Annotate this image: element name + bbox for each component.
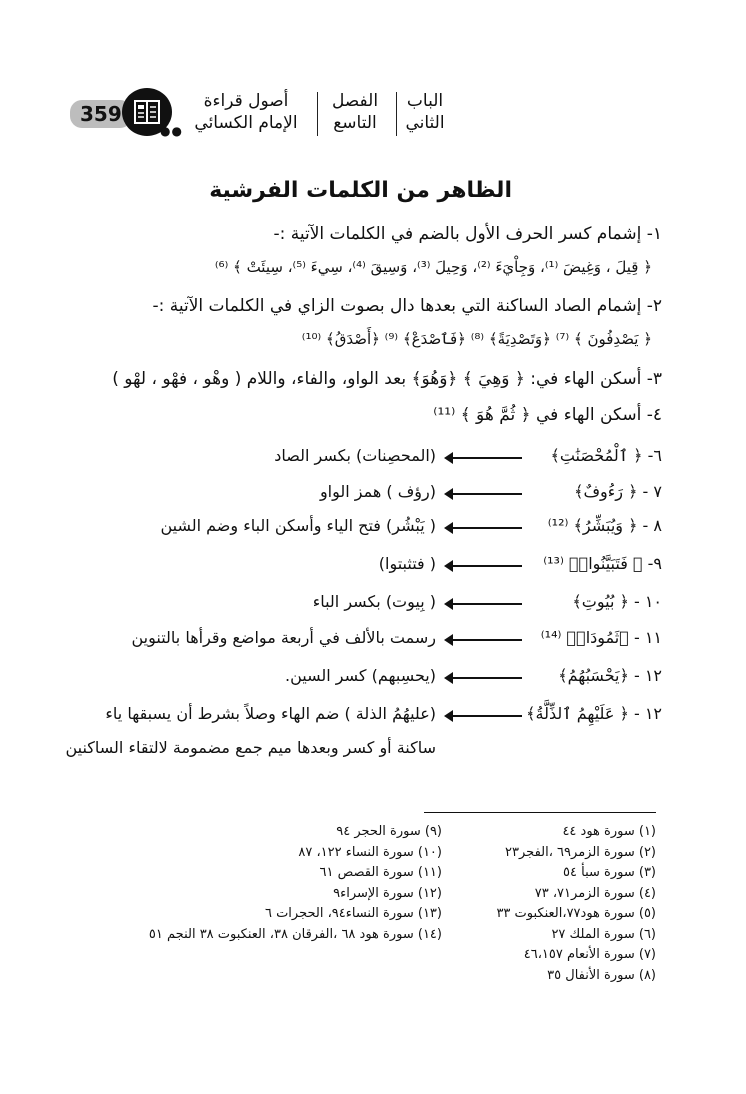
row-continuation: ساكنة أو كسر وبعدها ميم جمع مضمومة لالتقاء الساكنين [65,738,436,757]
item-1: ١- إشمام كسر الحرف الأول بالضم في الكلمات الآتية :- [273,224,662,244]
chapter-value: الثاني [405,113,445,133]
arrow-icon [452,565,522,567]
row-word: ٨ - ﴿ وَيُبَشِّرُ﴾ ⁽¹²⁾ [547,516,662,535]
footnote: (٥) سورة هود٧٧،العنكبوت ٣٣ [496,906,656,921]
item-2-words: ﴿ يَصْدِفُونَ ﴾ ⁽⁷⁾ ﴿وَتَصْدِيَةً﴾ ⁽⁸⁾ ﴿فَٱصْدَعْ﴾ ⁽⁹⁾ ﴿أَصْدَقُ﴾ ⁽¹⁰⁾ [301,330,652,348]
footnote: (٦) سورة الملك ٢٧ [551,926,656,942]
row-result: (رؤف ) همز الواو [319,482,436,501]
section-value: التاسع [333,113,377,133]
row-word: ١١ - ﴿ثَمُودَا۟﴾ ⁽¹⁴⁾ [540,628,662,647]
row-word: ٦- ﴿ ٱلْمُحْصَنَٰتِ﴾ [550,446,662,465]
footnote: (٣) سورة سبأ ٥٤ [563,865,656,880]
arrow-icon [452,457,522,459]
footnote: (١٤) سورة هود ٦٨ ،الفرقان ٣٨، العنكبوت ٣٨ النجم ٥١ [148,926,442,942]
footnotes-left [150,822,442,945]
header-divider [396,92,397,136]
footnotes-right [440,822,656,986]
arrow-icon [452,715,522,717]
row-result: رسمت بالألف في أربعة مواضع وقرأها بالتنوين [131,628,436,647]
row-word: ١٠ - ﴿ بُيُوتِ﴾ [572,592,662,611]
row-word: ١٢ - ﴿يَحْسَبُهُمُ﴾ [558,666,662,685]
item-3: ٣- أسكن الهاء في: ﴿ وَهِيَ ﴾ ﴿وَهُوَ﴾ بعد الواو، والفاء، واللام ( وهْو ، فهْو ، لهْو ) [112,369,662,389]
footnote: (٨) سورة الأنفال ٣٥ [547,967,656,983]
footnote: (١٠) سورة النساء ١٢٢، ٨٧ [298,844,442,860]
row-result: (عليهُمُ الذلة ) ضم الهاء وصلاً بشرط أن يسبقها ياء [105,704,436,723]
footnote-separator [424,812,656,813]
footnote: (١) سورة هود ٤٤ [562,824,656,839]
page-title: الظاهر من الكلمات الفرشية [209,178,512,203]
arrow-icon [452,639,522,641]
book-title-line2: الإمام الكسائي [194,113,298,133]
item-2: ٢- إشمام الصاد الساكنة التي بعدها دال بصوت الزاي في الكلمات الآتية :- [152,296,662,316]
footnote: (٤) سورة الزمر٧١، ٧٣ [534,885,656,901]
section-label [322,90,388,134]
row-result: ( فتثبتوا) [378,554,436,573]
footnote: (١١) سورة القصص ٦١ [319,865,442,880]
footnote: (٢) سورة الزمر٦٩ ،الفجر٢٣ [505,844,656,860]
arrow-icon [452,677,522,679]
page-number: 359 [70,100,132,128]
decorative-dots: ●● [160,124,183,138]
arrow-icon [452,603,522,605]
row-result: ( بِيوت) بكسر الباء [312,592,436,611]
chapter-label [400,90,450,134]
item-1-words: ﴿ قِيلَ ، وَغِيضَ ⁽¹⁾، وَجِاْيَءَ ⁽²⁾، وَحِيلَ ⁽³⁾، وَسِيقَ ⁽⁴⁾، سِيءَ ⁽⁵⁾، سِيئَتْ ﴾ ⁽⁶⁾ [214,258,652,276]
footnote: (٧) سورة الأنعام ٤٦،١٥٧ [523,947,656,962]
book-title [190,90,302,134]
row-result: ( يَبْشُر) فتح الياء وأسكن الباء وضم الشين [160,516,436,535]
item-4: ٤- أسكن الهاء في ﴿ ثُمَّ هُوَ ﴾ ⁽¹¹⁾ [433,405,662,425]
footnote: (٩) سورة الحجر ٩٤ [336,824,442,839]
arrow-icon [452,527,522,529]
row-result: (المحصِنات) بكسر الصاد [274,446,436,465]
row-result: (يحسِبهم) كسر السين. [285,666,436,685]
row-word: ٩- ﴿ فَتَبَيَّنُوا۟﴾ ⁽¹³⁾ [543,554,662,573]
arrow-icon [452,493,522,495]
footnote: (١٣) سورة النساء٩٤، الحجرات ٦ [264,906,442,921]
section-title: الفصل [331,91,379,111]
book-title-line1: أصول قراءة [203,91,289,111]
row-word: ٧ - ﴿ رَءُوفٌ﴾ [574,482,662,501]
footnote: (١٢) سورة الإسراء٩ [333,885,442,901]
chapter-title: الباب [406,91,444,111]
header-divider [317,92,318,136]
row-word: ١٢ - ﴿ عَلَيْهِمُ ٱلذِّلَّةُ﴾ [526,704,662,723]
